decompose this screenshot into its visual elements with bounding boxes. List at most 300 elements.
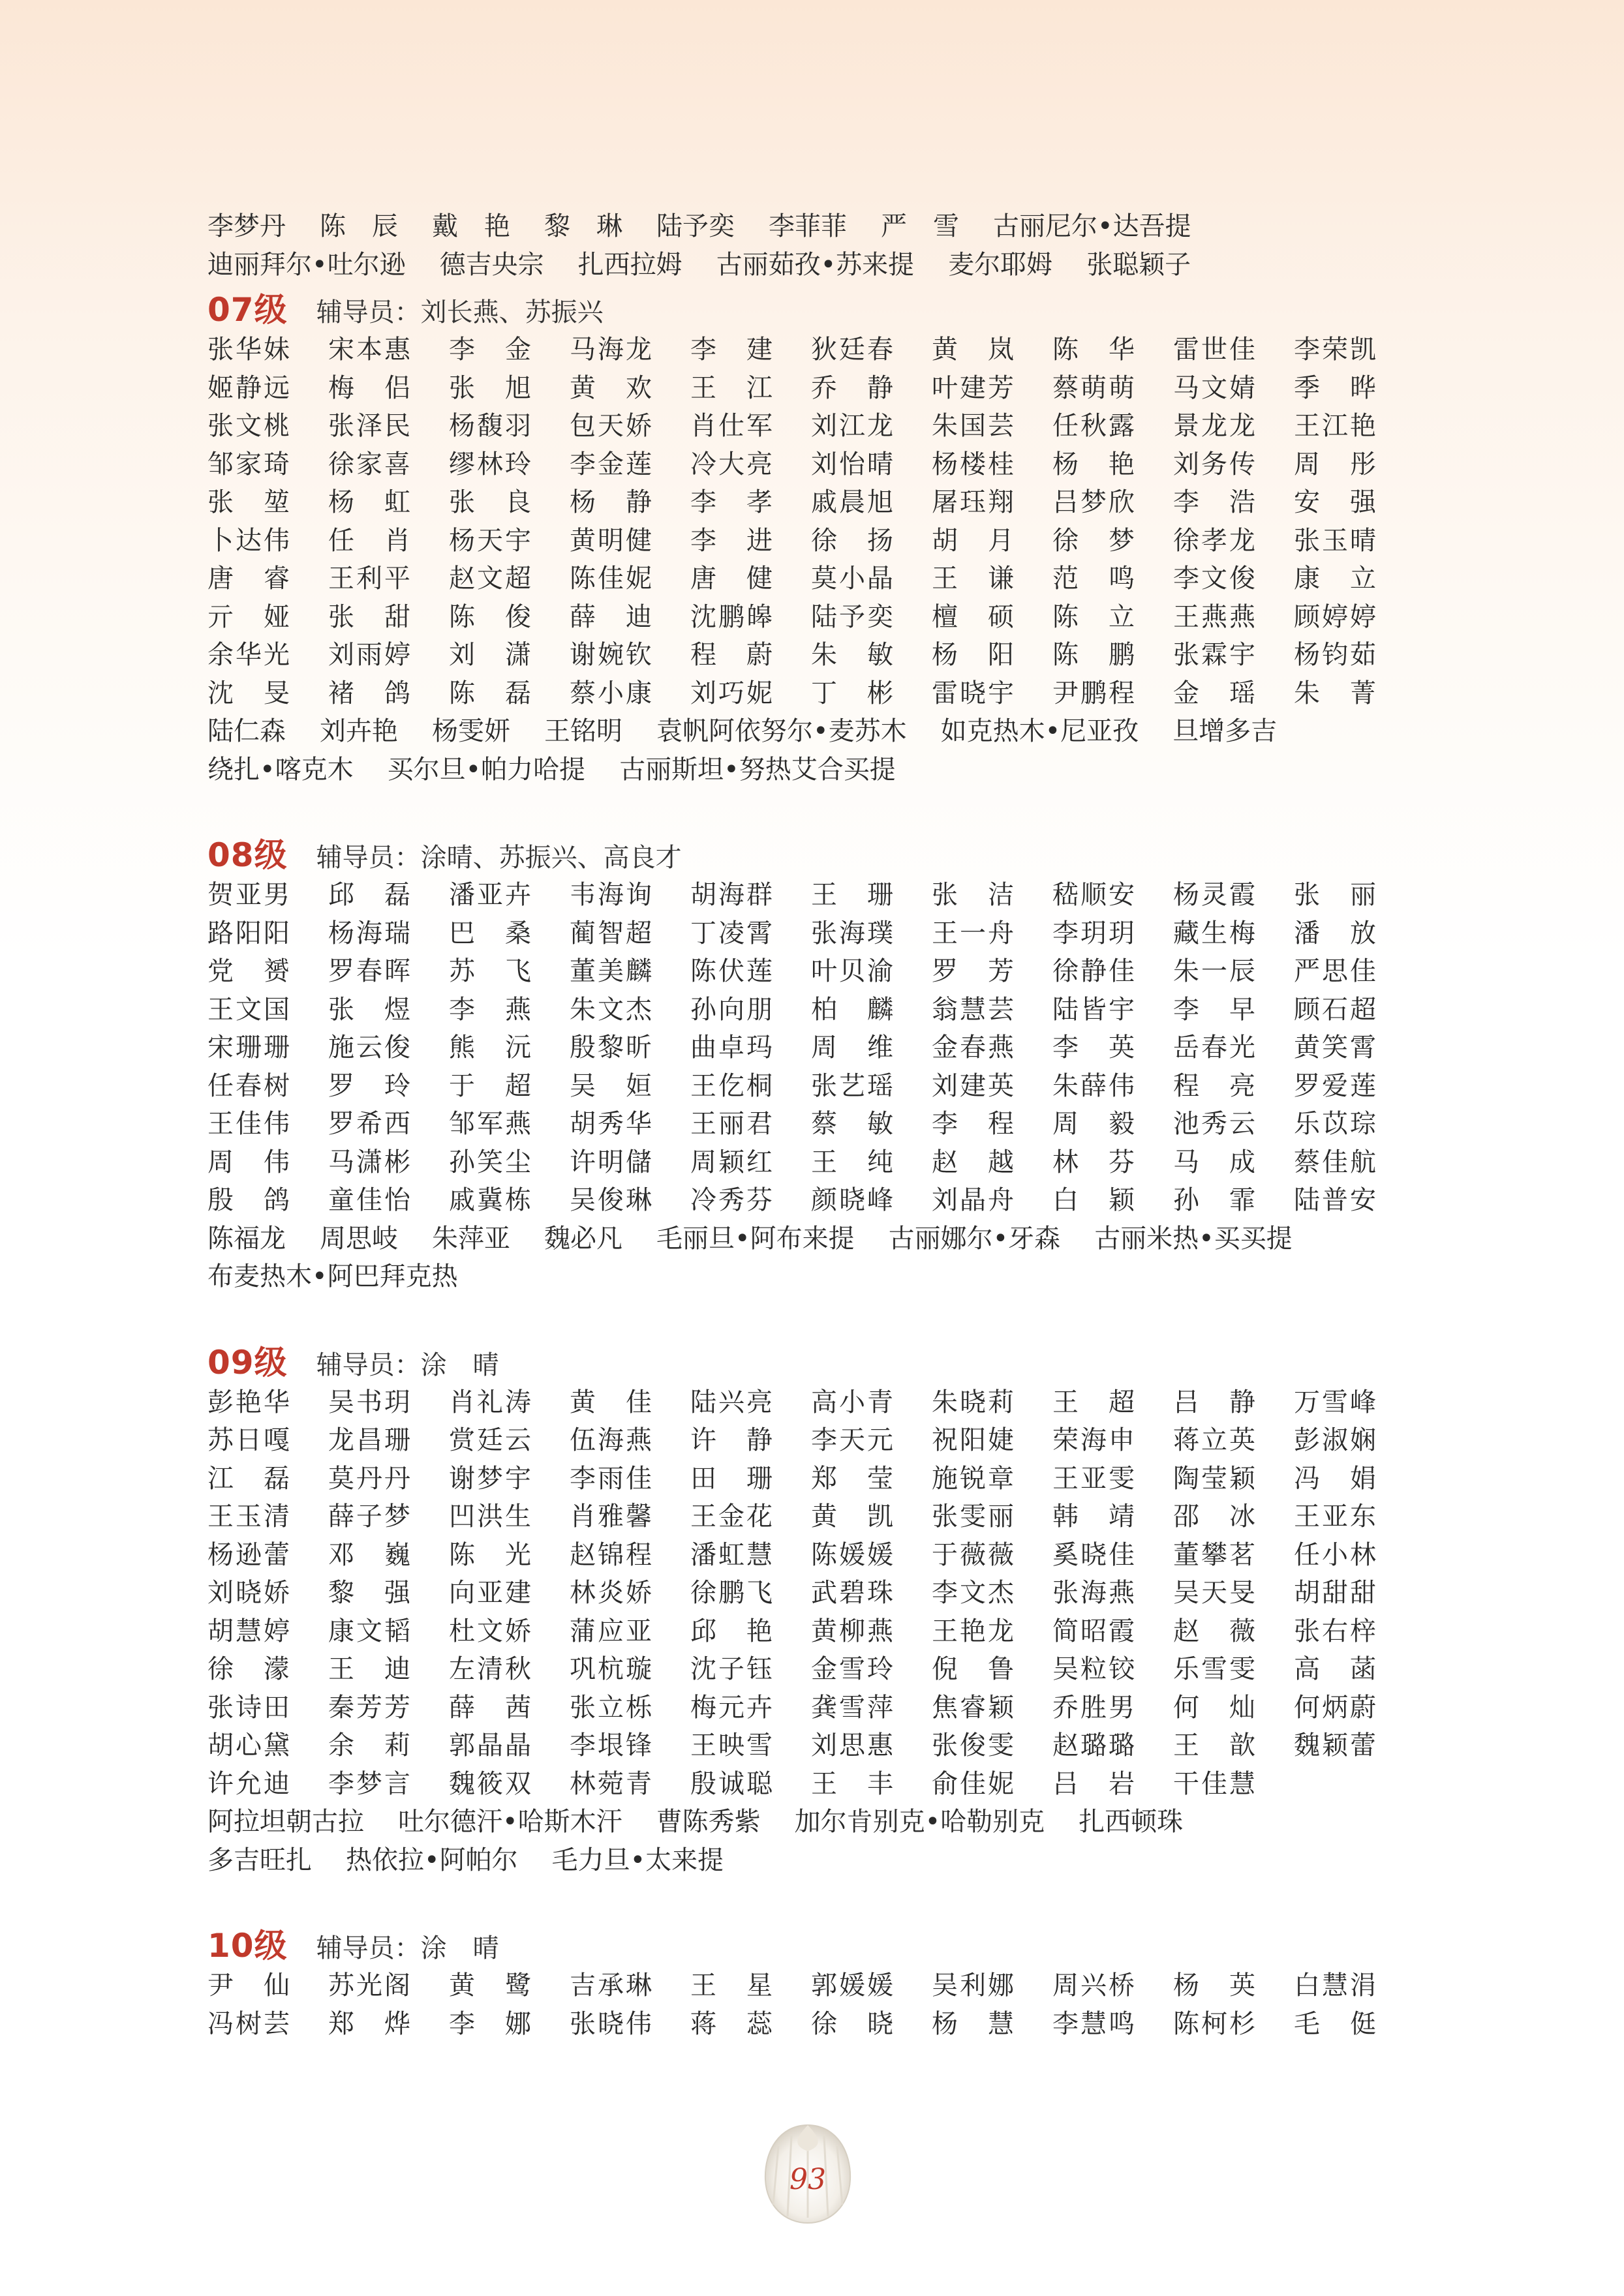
- student-name-cell: [570, 1574, 690, 1612]
- student-name: 程 亮: [1173, 1070, 1255, 1101]
- student-name: 罗希西: [328, 1109, 410, 1139]
- student-name-cell: [1173, 1727, 1294, 1765]
- student-name-cell: [690, 674, 811, 713]
- student-name: 王 谦: [932, 564, 1014, 594]
- student-name: 黄 凯: [811, 1502, 893, 1532]
- student-name-cell: [811, 1967, 932, 2005]
- student-name-cell: [207, 952, 328, 991]
- student-name: 伍海燕: [570, 1425, 652, 1455]
- grade-section: [207, 1337, 1447, 1880]
- student-name: 莫小晶: [811, 564, 893, 594]
- student-name: 胡甜甜: [1294, 1578, 1376, 1608]
- student-name: 顾婷婷: [1294, 601, 1376, 632]
- student-name: 龚雪萍: [811, 1692, 893, 1723]
- student-name-cell: [932, 876, 1052, 914]
- student-name-cell: [449, 1105, 570, 1143]
- student-name: 杨馥羽: [449, 411, 531, 441]
- student-name: 范 鸣: [1052, 564, 1135, 594]
- student-name: 殷诚聪: [690, 1768, 773, 1799]
- student-name: 金春燕: [932, 1033, 1014, 1063]
- student-name: 朱萍亚: [432, 1223, 510, 1254]
- name-row: [207, 369, 1447, 408]
- student-name-cell: [932, 674, 1052, 713]
- student-name-cell: [932, 1967, 1052, 2005]
- student-name: 巴 桑: [449, 918, 531, 948]
- name-row: [207, 2005, 1447, 2044]
- student-name-cell: [449, 407, 570, 446]
- student-name: 孙笑尘: [449, 1147, 531, 1177]
- student-name-cell: [811, 1143, 932, 1182]
- student-name: 王一舟: [932, 918, 1014, 948]
- student-name: 李慧鸣: [1052, 2008, 1135, 2039]
- student-name: 张 堃: [207, 487, 290, 517]
- student-name: 吉承琳: [570, 1971, 652, 2001]
- student-name: 刘建英: [932, 1070, 1014, 1101]
- student-name: 杜文娇: [449, 1616, 531, 1646]
- student-name-cell: [932, 636, 1052, 674]
- student-name-cell: [570, 407, 690, 446]
- name-grid: [207, 1383, 1447, 1804]
- student-name: 乐雪雯: [1173, 1654, 1255, 1684]
- student-name: 刘晶舟: [932, 1185, 1014, 1215]
- student-name-cell: [1052, 1967, 1173, 2005]
- student-name-cell: [932, 914, 1052, 953]
- student-name: 王 迪: [328, 1654, 410, 1684]
- student-name-cell: [328, 1967, 449, 2005]
- student-name-cell: [811, 1765, 932, 1804]
- student-name-cell: [1173, 483, 1294, 522]
- student-name: 李文杰: [932, 1578, 1014, 1608]
- student-name: 毛丽旦•阿布来提: [656, 1223, 855, 1254]
- student-name-cell: [207, 560, 328, 598]
- name-row: [207, 1689, 1447, 1727]
- student-name: 王丽君: [690, 1109, 773, 1139]
- grade-label: 10级: [207, 1927, 288, 1965]
- student-name-cell: [207, 1967, 328, 2005]
- student-name-cell: [932, 407, 1052, 446]
- student-name: 黎 琳: [544, 211, 622, 241]
- student-name: 李雨佳: [570, 1463, 652, 1494]
- student-name-cell: [932, 1029, 1052, 1067]
- student-name-cell: [207, 1029, 328, 1067]
- student-name-cell: [1173, 1143, 1294, 1182]
- student-name: 邱 艳: [690, 1616, 773, 1646]
- student-name-cell: [570, 1727, 690, 1765]
- student-name: 魏筱双: [449, 1768, 531, 1799]
- student-name: 周 伟: [207, 1147, 290, 1177]
- student-name: 刘 潇: [449, 640, 531, 670]
- student-name-cell: [1052, 1727, 1173, 1765]
- student-name: 古丽茹孜•苏来提: [716, 249, 915, 280]
- student-name: 李 金: [449, 335, 531, 365]
- student-name: 古丽斯坦•努热艾合买提: [619, 754, 896, 785]
- student-name-cell: [690, 369, 811, 408]
- student-name: 景龙龙: [1173, 411, 1255, 441]
- student-name-cell: [1052, 1650, 1173, 1689]
- student-name: 郭晶晶: [449, 1730, 531, 1760]
- student-name: 檀 硕: [932, 601, 1014, 632]
- student-name: 任春树: [207, 1070, 290, 1101]
- student-name-cell: [1173, 636, 1294, 674]
- student-name-cell: [811, 1536, 932, 1575]
- student-name: 徐 扬: [811, 525, 893, 556]
- student-name: 于 超: [449, 1070, 531, 1101]
- student-name-cell: [1294, 522, 1415, 560]
- student-name: 黎 强: [328, 1578, 410, 1608]
- student-name-cell: [570, 1689, 690, 1727]
- student-name-cell: [690, 2005, 811, 2044]
- section-header: [207, 1920, 1447, 1967]
- student-name-cell: [570, 1460, 690, 1498]
- student-name: 白慧涓: [1294, 1971, 1376, 2001]
- student-name-cell: [207, 1689, 328, 1727]
- student-name-cell: [207, 1067, 328, 1106]
- student-name: 朱文杰: [570, 994, 652, 1025]
- student-name-cell: [1052, 1498, 1173, 1536]
- student-name-cell: [1173, 598, 1294, 637]
- student-name-cell: [207, 598, 328, 637]
- student-name: 邹军燕: [449, 1109, 531, 1139]
- student-name-cell: [1294, 1967, 1415, 2005]
- student-name-cell: [449, 483, 570, 522]
- student-name: 朱晓莉: [932, 1387, 1014, 1417]
- student-name: 邹家琦: [207, 449, 290, 479]
- student-name-cell: [690, 1143, 811, 1182]
- student-name: 张华妹: [207, 335, 290, 365]
- student-name-cell: [811, 876, 932, 914]
- student-name-cell: [1052, 1612, 1173, 1651]
- student-name-cell: [932, 1498, 1052, 1536]
- student-name: 张 煜: [328, 994, 410, 1025]
- name-row: [207, 1029, 1447, 1067]
- student-name: 许允迪: [207, 1768, 290, 1799]
- student-name: 袁帆阿依努尔•麦苏木: [656, 716, 907, 746]
- student-name: 陆予奕: [811, 601, 893, 632]
- student-name-cell: [328, 1181, 449, 1220]
- student-name: 周 彤: [1294, 449, 1376, 479]
- name-row: [207, 1650, 1447, 1689]
- student-name-cell: [207, 1143, 328, 1182]
- student-name: 蔡小康: [570, 678, 652, 708]
- student-name-cell: [328, 560, 449, 598]
- student-name: 吴天旻: [1173, 1578, 1255, 1608]
- student-name: 罗春晖: [328, 956, 410, 986]
- student-name-cell: [1173, 369, 1294, 408]
- student-name: 徐 晓: [811, 2008, 893, 2039]
- student-name-cell: [1173, 1067, 1294, 1106]
- student-name-cell: [328, 1383, 449, 1422]
- student-name-cell: [328, 1067, 449, 1106]
- student-name-cell: [932, 991, 1052, 1029]
- student-name: 陆皆宇: [1052, 994, 1135, 1025]
- student-name-cell: [328, 1105, 449, 1143]
- student-name: 吕 岩: [1052, 1768, 1135, 1799]
- student-name: 王亚东: [1294, 1502, 1376, 1532]
- student-name-cell: [449, 331, 570, 369]
- student-name-cell: [1173, 1967, 1294, 2005]
- student-name-cell: [690, 876, 811, 914]
- student-name: 岳春光: [1173, 1033, 1255, 1063]
- student-name-cell: [328, 1765, 449, 1804]
- student-name-cell: [932, 560, 1052, 598]
- student-name: 莫丹丹: [328, 1463, 410, 1494]
- student-name: 雷晓宇: [932, 678, 1014, 708]
- student-name-cell: [1173, 914, 1294, 953]
- student-name: 冷秀芬: [690, 1185, 773, 1215]
- name-row: [207, 991, 1447, 1029]
- student-name-cell: [449, 1029, 570, 1067]
- name-row: [207, 407, 1447, 446]
- student-name: 缪林玲: [449, 449, 531, 479]
- student-name-cell: [811, 446, 932, 484]
- student-name-cell: [207, 369, 328, 408]
- student-name-cell: [1052, 674, 1173, 713]
- name-grid: [207, 331, 1447, 712]
- student-name-cell: [811, 407, 932, 446]
- student-name-cell: [1294, 952, 1415, 991]
- student-name-cell: [1173, 1105, 1294, 1143]
- student-name-cell: [1052, 1029, 1173, 1067]
- student-name: 林菀青: [570, 1768, 652, 1799]
- student-name: 吴书玥: [328, 1387, 410, 1417]
- student-name-cell: [1173, 1498, 1294, 1536]
- student-name-cell: [1052, 1574, 1173, 1612]
- student-name: 王铭明: [544, 716, 622, 746]
- student-name-cell: [449, 1421, 570, 1460]
- student-name: 杨 阳: [932, 640, 1014, 670]
- student-name-cell: [932, 483, 1052, 522]
- student-name: 陶莹颖: [1173, 1463, 1255, 1494]
- student-name-cell: [1294, 2005, 1415, 2044]
- student-name-cell: [690, 1181, 811, 1220]
- student-name: 沈鹏皞: [690, 601, 773, 632]
- student-name: 李 早: [1173, 994, 1255, 1025]
- student-name-cell: [1052, 1536, 1173, 1575]
- student-name-cell: [449, 1181, 570, 1220]
- student-name-cell: [1052, 1143, 1173, 1182]
- student-name: 张聪颖子: [1086, 249, 1191, 280]
- student-name-cell: [449, 1498, 570, 1536]
- student-name: 雷世佳: [1173, 335, 1255, 365]
- student-name: 唐 健: [690, 564, 773, 594]
- student-name-cell: [570, 522, 690, 560]
- student-name-cell: [570, 876, 690, 914]
- student-name: 奚晓佳: [1052, 1539, 1135, 1570]
- student-name: 颜晓峰: [811, 1185, 893, 1215]
- student-name-cell: [1052, 369, 1173, 408]
- student-name: 吕 静: [1173, 1387, 1255, 1417]
- name-row: [207, 483, 1447, 522]
- student-name: 多吉旺扎: [207, 1845, 312, 1875]
- student-name-cell: [328, 876, 449, 914]
- student-name: 毛 侹: [1294, 2008, 1376, 2039]
- student-name-cell: [207, 1498, 328, 1536]
- student-name: 程 蔚: [690, 640, 773, 670]
- student-name: 狄廷春: [811, 335, 893, 365]
- student-name: 路阳阳: [207, 918, 290, 948]
- student-name: 焦睿颖: [932, 1692, 1014, 1723]
- name-row: [207, 1841, 1447, 1880]
- student-name-cell: [1052, 914, 1173, 953]
- advisor-label: 辅导员：涂 晴: [316, 1933, 499, 1963]
- student-name: 张雯丽: [932, 1502, 1014, 1532]
- advisor-label: 辅导员：涂 晴: [316, 1350, 499, 1380]
- student-name: 赵锦程: [570, 1539, 652, 1570]
- student-name: 潘亚卉: [449, 880, 531, 910]
- student-name: 宋珊珊: [207, 1033, 290, 1063]
- student-name-cell: [932, 1612, 1052, 1651]
- student-name: 屠珏翔: [932, 487, 1014, 517]
- student-name: 邓 巍: [328, 1539, 410, 1570]
- student-name: 荣海申: [1052, 1425, 1135, 1455]
- student-name-cell: [207, 1727, 328, 1765]
- student-name: 严思佳: [1294, 956, 1376, 986]
- student-name: 张玉晴: [1294, 525, 1376, 556]
- student-name: 李 进: [690, 525, 773, 556]
- student-name: 张晓伟: [570, 2008, 652, 2039]
- student-name: 李菲菲: [769, 211, 847, 241]
- student-name: 张 甜: [328, 601, 410, 632]
- student-name: 黄笑霄: [1294, 1033, 1376, 1063]
- student-name-cell: [690, 560, 811, 598]
- student-name-cell: [449, 674, 570, 713]
- name-row: [207, 1612, 1447, 1651]
- name-row: [207, 446, 1447, 484]
- student-name-cell: [328, 407, 449, 446]
- student-name: 张 旭: [449, 372, 531, 403]
- student-name: 吕梦欣: [1052, 487, 1135, 517]
- student-name-cell: [1173, 407, 1294, 446]
- student-name: 万雪峰: [1294, 1387, 1376, 1417]
- student-name-cell: [1052, 598, 1173, 637]
- student-name-cell: [690, 1383, 811, 1422]
- student-name: 胡秀华: [570, 1109, 652, 1139]
- student-name: 李 孝: [690, 487, 773, 517]
- student-name: 魏颖蕾: [1294, 1730, 1376, 1760]
- student-name: 童佳怡: [328, 1185, 410, 1215]
- student-name: 陈媛媛: [811, 1539, 893, 1570]
- student-name: 李 程: [932, 1109, 1014, 1139]
- student-name-cell: [1173, 876, 1294, 914]
- student-name-cell: [690, 1612, 811, 1651]
- student-name: 王映雪: [690, 1730, 773, 1760]
- student-name-cell: [570, 1650, 690, 1689]
- student-name-cell: [328, 369, 449, 408]
- student-name: 徐孝龙: [1173, 525, 1255, 556]
- name-row: [207, 1421, 1447, 1460]
- student-name: 乔 静: [811, 372, 893, 403]
- student-name: 罗 玲: [328, 1070, 410, 1101]
- student-name: 肖仕军: [690, 411, 773, 441]
- name-row: [207, 1967, 1447, 2005]
- student-name-cell: [1173, 1574, 1294, 1612]
- student-name-cell: [328, 1421, 449, 1460]
- student-name: 郑 烨: [328, 2008, 410, 2039]
- student-name-cell: [811, 1689, 932, 1727]
- student-name-cell: [811, 1727, 932, 1765]
- student-name-cell: [570, 991, 690, 1029]
- student-name: 林炎娇: [570, 1578, 652, 1608]
- student-name: 蔺智超: [570, 918, 652, 948]
- student-name: 李 燕: [449, 994, 531, 1025]
- student-name: 翁慧芸: [932, 994, 1014, 1025]
- student-name-cell: [449, 598, 570, 637]
- student-name: 吴利娜: [932, 1971, 1014, 2001]
- name-row: [207, 560, 1447, 598]
- student-name-cell: [811, 483, 932, 522]
- student-name: 高小青: [811, 1387, 893, 1417]
- student-name: 金雪玲: [811, 1654, 893, 1684]
- student-name-cell: [328, 674, 449, 713]
- student-name: 张文桃: [207, 411, 290, 441]
- student-name: 张泽民: [328, 411, 410, 441]
- student-name: 尹 仙: [207, 1971, 290, 2001]
- student-name: 王艳龙: [932, 1616, 1014, 1646]
- student-name-cell: [690, 1727, 811, 1765]
- student-name: 戚晨旭: [811, 487, 893, 517]
- student-name-cell: [328, 1460, 449, 1498]
- student-name-cell: [811, 674, 932, 713]
- student-name: 藏生梅: [1173, 918, 1255, 948]
- student-name-cell: [328, 483, 449, 522]
- student-name: 周兴桥: [1052, 1971, 1135, 2001]
- student-name-cell: [1052, 1765, 1173, 1804]
- student-name: 徐 濛: [207, 1654, 290, 1684]
- student-name-cell: [811, 1650, 932, 1689]
- student-name: 冯树芸: [207, 2008, 290, 2039]
- student-name: 扎西顿珠: [1079, 1807, 1184, 1837]
- student-name: 马文婧: [1173, 372, 1255, 403]
- student-name: 许 静: [690, 1425, 773, 1455]
- student-name-cell: [1052, 1105, 1173, 1143]
- student-name: 陆予奕: [656, 211, 735, 241]
- student-name: 陈 鹏: [1052, 640, 1135, 670]
- student-name: 孙向朋: [690, 994, 773, 1025]
- student-name-cell: [449, 1143, 570, 1182]
- student-name: 董美麟: [570, 956, 652, 986]
- student-name-cell: [207, 914, 328, 953]
- student-name: 冷大亮: [690, 449, 773, 479]
- student-name-cell: [570, 369, 690, 408]
- student-name-cell: [449, 952, 570, 991]
- student-name-cell: [932, 2005, 1052, 2044]
- student-name: 殷黎昕: [570, 1033, 652, 1063]
- student-name-cell: [207, 1460, 328, 1498]
- student-name-cell: [207, 1612, 328, 1651]
- grade-label: 09级: [207, 1343, 288, 1382]
- student-name: 陈伏莲: [690, 956, 773, 986]
- student-name-cell: [1173, 1689, 1294, 1727]
- student-name: 任秋露: [1052, 411, 1135, 441]
- student-name: 陈 立: [1052, 601, 1135, 632]
- student-name-cell: [1052, 1383, 1173, 1422]
- student-name: 古丽米热•买买提: [1094, 1223, 1293, 1254]
- student-name: 李 建: [690, 335, 773, 365]
- student-name-cell: [932, 1765, 1052, 1804]
- student-name-cell: [328, 1650, 449, 1689]
- student-name-cell: [1294, 1689, 1415, 1727]
- student-name: 王玉清: [207, 1502, 290, 1532]
- advisor-label: 辅导员：涂晴、苏振兴、高良才: [316, 843, 682, 873]
- student-name-cell: [690, 1536, 811, 1575]
- student-name: 刘思惠: [811, 1730, 893, 1760]
- student-name: 黄 鹭: [449, 1971, 531, 2001]
- student-name: 顾石超: [1294, 994, 1376, 1025]
- student-name-cell: [690, 446, 811, 484]
- student-name: 姬静远: [207, 372, 290, 403]
- student-name: 王 纯: [811, 1147, 893, 1177]
- name-grid: [207, 1967, 1447, 2043]
